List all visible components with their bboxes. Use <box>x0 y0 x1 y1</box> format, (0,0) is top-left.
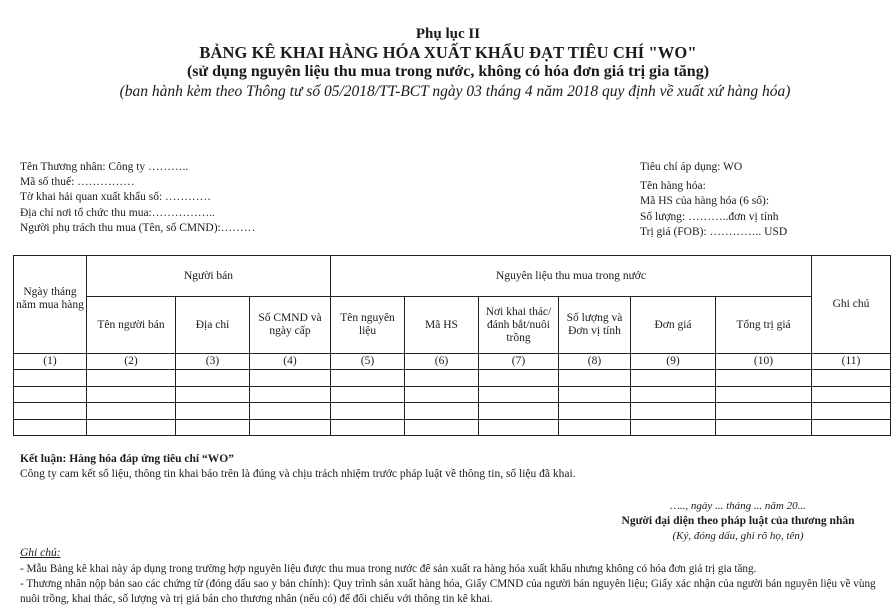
table-cell <box>405 386 479 403</box>
note-item: - Mẫu Bảng kê khai này áp dụng trong trường hợp nguyên liệu được thu mua trong nước để sản xuất ra hàng hóa xuất khẩu nhưng không có hóa đơn giá trị gia tăng. <box>20 563 757 575</box>
header-note: Ghi chú <box>812 256 891 354</box>
table-cell <box>331 419 405 436</box>
declaration-table <box>13 255 891 436</box>
table-cell <box>631 370 716 387</box>
merchant-name-field: Tên Thương nhân: Công ty ……….. <box>20 161 189 173</box>
header-quantity-unit: Số lượng và Đơn vị tính <box>559 297 631 354</box>
goods-name-field: Tên hàng hóa: <box>640 179 706 192</box>
table-cell <box>812 370 891 387</box>
table-cell <box>331 370 405 387</box>
table-cell <box>250 419 331 436</box>
table-cell <box>331 403 405 420</box>
table-cell <box>250 370 331 387</box>
table-cell <box>14 370 87 387</box>
table-header-row <box>14 256 891 297</box>
purchase-manager-field: Người phụ trách thu mua (Tên, số CMND):……… <box>20 221 256 234</box>
header-id-card: Số CMND và ngày cấp <box>250 297 331 354</box>
table-cell <box>14 403 87 420</box>
table-cell <box>14 386 87 403</box>
table-cell <box>716 370 812 387</box>
table-cell <box>559 419 631 436</box>
table-cell <box>716 386 812 403</box>
header-purchase-date: Ngày tháng năm mua hàng <box>14 256 87 354</box>
signatory-title: Người đại diện theo pháp luật của thương nhân <box>621 515 855 527</box>
table-cell <box>479 419 559 436</box>
table-subheader-row <box>14 297 891 354</box>
table-cell <box>479 386 559 403</box>
hs-code-field: Mã HS của hàng hóa (6 số): <box>640 195 770 207</box>
notes-list <box>20 562 890 607</box>
column-number-row <box>14 354 891 370</box>
column-number: (1) <box>14 354 87 370</box>
column-number: (2) <box>87 354 176 370</box>
note-item: - Thương nhân nộp bản sao các chứng từ (đóng dấu sao y bản chính): Quy trình sản xuất hàng hóa, Giấy CMND của người bán nguyên liệu; Giấy xác nhận của người bán nguyên liệu về vùng nuôi trồng, khai thác, số lượng và trị giá bán cho thương nhân (nếu có) để đối chiếu với thông tin kê khai. <box>20 578 876 605</box>
column-number: (8) <box>559 354 631 370</box>
column-number: (11) <box>812 354 891 370</box>
customs-declaration-field: Tờ khai hải quan xuất khẩu số: ………… <box>20 191 212 204</box>
table-cell <box>812 403 891 420</box>
table-cell <box>14 419 87 436</box>
table-row <box>14 419 891 436</box>
table-cell <box>716 403 812 420</box>
table-cell <box>559 370 631 387</box>
column-number: (9) <box>631 354 716 370</box>
signature-date-line: ….., ngày ... tháng ... năm 20... <box>670 500 806 512</box>
table-cell <box>631 386 716 403</box>
table-row <box>14 370 891 387</box>
criteria-field: Tiêu chí áp dụng: WO <box>640 161 743 173</box>
purchase-address-field: Địa chỉ nơi tổ chức thu mua:…………….. <box>20 206 216 219</box>
header-domestic-material: Nguyên liệu thu mua trong nước <box>331 256 812 297</box>
table-cell <box>87 370 176 387</box>
table-cell <box>331 386 405 403</box>
notes-label: Ghi chú: <box>20 547 61 559</box>
quantity-field: Số lượng: ………..đơn vị tính <box>640 210 779 223</box>
document-subtitle: (sử dụng nguyên liệu thu mua trong nước, không có hóa đơn giá trị gia tăng) <box>186 63 710 80</box>
table-row <box>14 386 891 403</box>
table-cell <box>479 403 559 420</box>
header-total-value: Tổng trị giá <box>716 297 812 354</box>
fob-value-field: Trị giá (FOB): ………….. USD <box>640 226 788 238</box>
commitment-statement: Công ty cam kết số liệu, thông tin khai báo trên là đúng và chịu trách nhiệm trước pháp luật về thông tin, số liệu đã khai. <box>20 468 576 480</box>
column-number: (7) <box>479 354 559 370</box>
appendix-label: Phụ lục II <box>415 26 481 42</box>
table-cell <box>176 386 250 403</box>
table-cell <box>87 403 176 420</box>
table-cell <box>405 403 479 420</box>
header-seller: Người bán <box>87 256 331 297</box>
legal-reference: (ban hành kèm theo Thông tư số 05/2018/TT-BCT ngày 03 tháng 4 năm 2018 quy định về xuất xứ hàng hóa) <box>119 83 791 100</box>
table-cell <box>631 403 716 420</box>
table-cell <box>405 370 479 387</box>
merchant-info <box>20 160 255 236</box>
table-cell <box>176 403 250 420</box>
goods-info <box>640 160 787 241</box>
document-title: BẢNG KÊ KHAI HÀNG HÓA XUẤT KHẨU ĐẠT TIÊU CHÍ "WO" <box>199 43 697 62</box>
table-cell <box>812 419 891 436</box>
table-cell <box>559 386 631 403</box>
column-number: (4) <box>250 354 331 370</box>
signature-instruction: (Ký, đóng dấu, ghi rõ họ, tên) <box>672 530 804 542</box>
header-address: Địa chỉ <box>176 297 250 354</box>
table-cell <box>87 419 176 436</box>
table-cell <box>559 403 631 420</box>
conclusion-title: Kết luận: Hàng hóa đáp ứng tiêu chí “WO” <box>20 453 234 465</box>
header-unit-price: Đơn giá <box>631 297 716 354</box>
column-number: (5) <box>331 354 405 370</box>
table-row <box>14 403 891 420</box>
header-origin-place: Nơi khai thác/đánh bắt/nuôi trồng <box>479 297 559 354</box>
column-number: (10) <box>716 354 812 370</box>
header-hs-code: Mã HS <box>405 297 479 354</box>
header-seller-name: Tên người bán <box>87 297 176 354</box>
column-number: (3) <box>176 354 250 370</box>
table-cell <box>87 386 176 403</box>
table-cell <box>631 419 716 436</box>
table-cell <box>479 370 559 387</box>
header-material-name: Tên nguyên liệu <box>331 297 405 354</box>
table-cell <box>405 419 479 436</box>
table-cell <box>250 403 331 420</box>
column-number: (6) <box>405 354 479 370</box>
table-cell <box>250 386 331 403</box>
table-cell <box>176 370 250 387</box>
table-cell <box>176 419 250 436</box>
table-cell <box>716 419 812 436</box>
tax-code-field: Mã số thuế: …………… <box>20 176 135 189</box>
table-cell <box>812 386 891 403</box>
